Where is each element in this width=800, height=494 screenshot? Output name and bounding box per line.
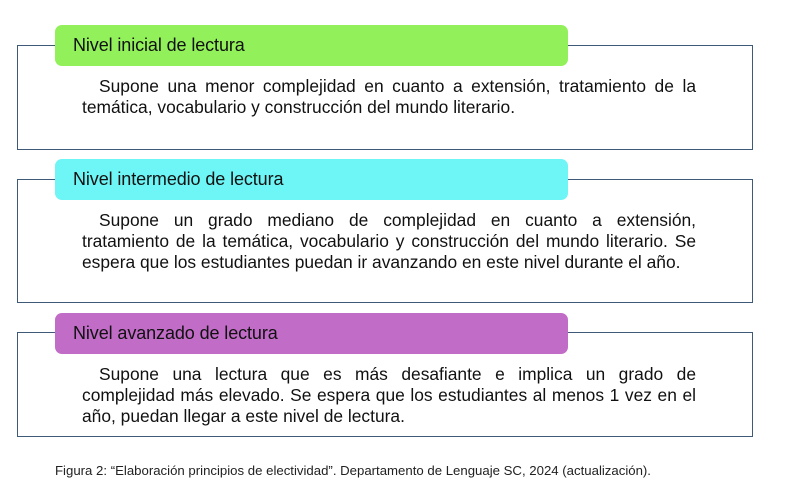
level-description-initial: Supone una menor complejidad en cuanto a extensión, tratamiento de la temática, vocabulario y construcción del mundo literario. [82,76,696,117]
level-description-intermediate: Supone un grado mediano de complejidad en cuanto a extensión, tratamiento de la temática, vocabulario y construcción del mundo literario. Se espera que los estudiantes puedan ir avanzando en este nivel durante el año. [82,210,696,272]
figure-caption: Figura 2: “Elaboración principios de electividad”. Departamento de Lenguaje SC, 2024 (actualización). [55,463,651,478]
level-title-advanced: Nivel avanzado de lectura [55,313,568,354]
level-title-initial: Nivel inicial de lectura [55,25,568,66]
level-description-advanced: Supone una lectura que es más desafiante e implica un grado de complejidad más elevado. Se espera que los estudiantes al menos 1 vez en el año, puedan llegar a este nivel de lectura. [82,364,696,426]
level-title-intermediate: Nivel intermedio de lectura [55,159,568,200]
